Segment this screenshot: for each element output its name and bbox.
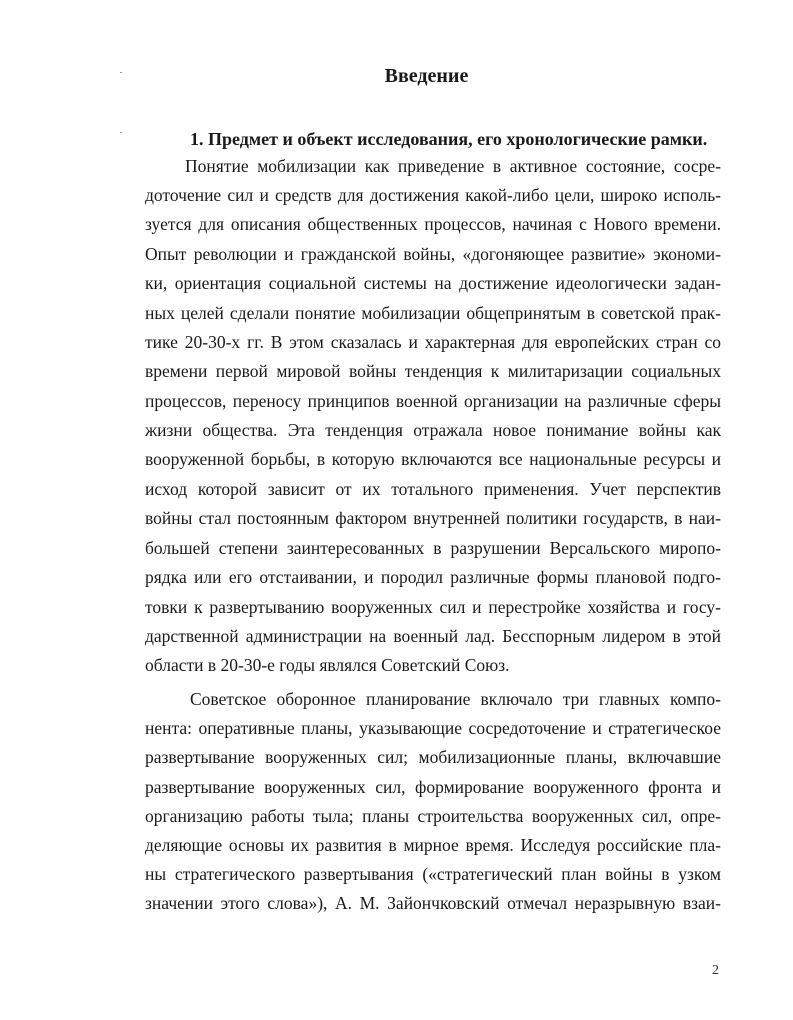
text-line: ны стратегического развертывания («стратегический план войны в узком <box>145 864 721 884</box>
text-line: ки, ориентация социальной системы на достижение идеологически задан- <box>145 273 721 293</box>
text-line: Понятие мобилизации как приведение в активное состояние, сосре- <box>185 156 721 176</box>
text-line: рядка или его отстаивании, и породил различные формы плановой подго- <box>145 567 721 587</box>
text-line: вооруженной борьбы, в которую включаются все национальные ресурсы и <box>145 449 721 469</box>
text-line: ных целей сделали понятие мобилизации общепринятым в советской прак- <box>145 303 721 323</box>
text-line: исход которой зависит от их тотального применения. Учет перспектив <box>145 479 721 499</box>
text-line: нента: оперативные планы, указывающие сосредоточение и стратегическое <box>145 718 721 738</box>
scan-speck <box>120 132 122 133</box>
text-line: доточение сил и средств для достижения какой-либо цели, широко исполь- <box>145 185 721 205</box>
page-title: Введение <box>384 65 469 87</box>
text-line: времени первой мировой войны тенденция к милитаризации социальных <box>145 361 721 381</box>
text-line: войны стал постоянным фактором внутренней политики государств, в наи- <box>145 508 721 528</box>
section-heading: 1. Предмет и объект исследования, его хронологические рамки. <box>190 129 708 149</box>
text-line: Советское оборонное планирование включало три главных компо- <box>190 689 721 709</box>
text-line: товки к развертыванию вооруженных сил и перестройке хозяйства и госу- <box>145 597 721 617</box>
text-line: значении этого слова»), А. М. Зайончковский отмечал неразрывную взаи- <box>145 893 721 913</box>
text-line: дарственной администрации на военный лад. Бесспорным лидером в этой <box>145 626 721 646</box>
text-line: большей степени заинтересованных в разрушении Версальского миропо- <box>145 538 721 558</box>
text-line: развертывание вооруженных сил; мобилизационные планы, включавшие <box>145 747 721 767</box>
text-line: организацию работы тыла; планы строительства вооруженных сил, опре- <box>145 806 721 826</box>
text-line: процессов, переносу принципов военной организации на различные сферы <box>145 391 721 411</box>
page-number: 2 <box>712 963 719 978</box>
text-line: зуется для описания общественных процессов, начиная с Нового времени. <box>145 214 721 234</box>
text-line: Опыт революции и гражданской войны, «догоняющее развитие» экономи- <box>145 244 721 264</box>
text-line: деляющие основы их развития в мирное время. Исследуя российские пла- <box>145 835 721 855</box>
text-line: жизни общества. Эта тенденция отражала новое понимание войны как <box>145 420 721 440</box>
text-line: тике 20-30-х гг. В этом сказалась и характерная для европейских стран со <box>145 332 721 352</box>
text-line: области в 20-30-е годы являлся Советский Союз. <box>145 655 510 675</box>
text-line: развертывание вооруженных сил, формирование вооруженного фронта и <box>145 777 721 797</box>
